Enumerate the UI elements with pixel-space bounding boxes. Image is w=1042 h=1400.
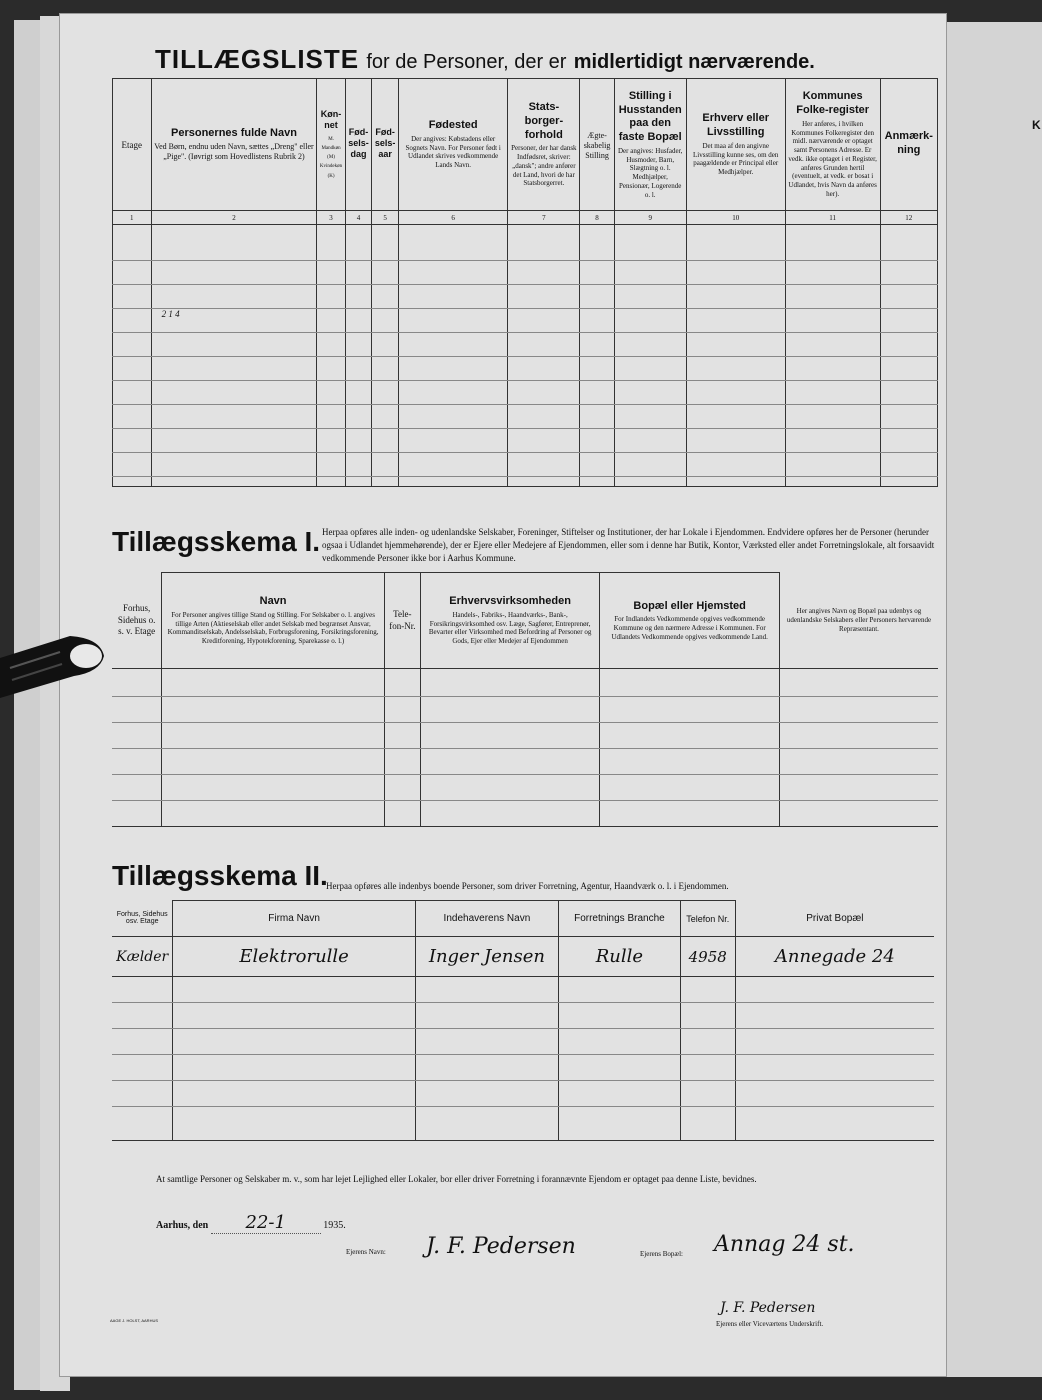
t1-rule [112,404,938,405]
schema2-title: Tillægsskema II. [112,860,328,891]
date-prefix: Aarhus, den [156,1220,209,1231]
t1-col-5: Fød-sels-aar [372,79,399,211]
t1-rule [112,476,938,477]
t1-num-4: 4 [345,211,372,225]
s1-col-6: Her angives Navn og Bopæl paa udenbys og udenlandske Selskabers eller Personers herværende Repræsentant. [779,573,938,669]
marginal-scribble: 2 1 4 [161,309,180,319]
t1-num-9: 9 [614,211,686,225]
s2-col-indehaver: Indehaverens Navn [415,901,558,937]
t1-col-10: Erhverv eller Livsstilling Det maa af den angivne Livsstilling kunne ses, om den paagældende er Principal eller Medhjælper. [686,79,785,211]
t1-col-1: Etage [113,79,152,211]
schema1-intro: Herpaa opføres alle inden- og udenlandske Selskaber, Foreninger, Stiftelser og Institutioner, der har Lokale i Ejendommen. Endvidere opføres her de Personer (herunder ogsaa i Udlandet hjemmehørende), der er Ejere eller Medejere af Ejendommen, eller som i denne har Butik, Kontor, Værksted eller andet Forretningslokale, alt forsaavidt vedkommende Personer ikke bor i Aarhus Kommune. [322,527,935,564]
s2-rule [112,1080,934,1081]
table-tillaegsliste [112,78,938,487]
schema1-header-row [112,573,938,669]
t1-num-5: 5 [372,211,399,225]
t1-num-8: 8 [580,211,614,225]
owner-name-value: J. F. Pedersen [426,1234,576,1259]
main-title-middle: for de Personer, der er [366,51,567,73]
date-value: 22-1 [211,1212,321,1234]
t1-num-1: 1 [113,211,152,225]
t1-rule [112,380,938,381]
s2-col-branche: Forretnings Branche [559,901,681,937]
t1-rule [112,308,938,309]
s1-rule [112,748,938,749]
owner-name-label: Ejerens Navn: [346,1248,386,1256]
s2-rule [112,1002,934,1003]
t1-num-12: 12 [880,211,937,225]
schema2-header-row [112,901,934,937]
document-page [60,14,946,1376]
signature-value: J. F. Pedersen [720,1300,816,1316]
s2-rule [112,1054,934,1055]
t1-col-8: Ægte-skabelig Stilling [580,79,614,211]
s2-cell-bopael: Annegade 24 [735,937,934,977]
t1-num-2: 2 [151,211,317,225]
table1-header-row [113,79,938,211]
s2-cell-indehaver: Inger Jensen [415,937,558,977]
t1-rule [112,356,938,357]
s1-col-1: Forhus, Sidehus o. s. v. Etage [112,573,162,669]
t1-num-6: 6 [398,211,507,225]
signature-label: Ejerens eller Viceværtens Underskrift. [716,1320,824,1328]
t1-rule [112,452,938,453]
t1-col-12: Anmærk-ning [880,79,937,211]
s1-rule [112,800,938,801]
t1-rule [112,428,938,429]
s1-col-4: Erhvervsvirksomheden Handels-, Fabriks-, Haandværks-, Bank-, Forsikringsvirksomhed osv. Læge, Sagfører, Entreprenør, Bevarter eller Virksomhed med Befordring af Personer og Gods, Ejer eller Medejer af Ejendommen [420,573,600,669]
s2-col-telefon: Telefon Nr. [680,901,735,937]
s1-col-3: Tele-fon-Nr. [384,573,420,669]
t1-rule [112,284,938,285]
s2-cell-firma: Elektrorulle [173,937,415,977]
next-page-edge [940,22,1042,1377]
t1-col-9: Stilling i Husstanden paa den faste Bopæl Der angives: Husfader, Husmoder, Barn, Slægtning o. l. Medhjælper, Pensionær, Logerende o. l. [614,79,686,211]
table-schema2 [112,900,934,1141]
schema2-row [112,937,934,977]
next-page-letter: K [1032,118,1041,132]
schema1-title: Tillægsskema I. [112,526,321,557]
s1-col-2: Navn For Personer angives tillige Stand og Stilling. For Selskaber o. l. angives tillige Arten (Aktieselskab eller andet Selskab med begrænset Ansvar, Kommanditselskab, Andelsselskab, Forbrugsforening, Forsikringsforening, Kreditforening, Hypotekforening, Sparekasse o. l.) [162,573,385,669]
s2-col-etage: Forhus, Sidehus osv. Etage [112,901,173,937]
printer-mark: AAGE J. HOLST, AARHUS [110,1318,159,1323]
s2-cell-etage: Kælder [112,937,173,977]
date-year: 1935. [323,1220,346,1231]
main-title-emphasis: midlertidigt nærværende. [573,51,815,73]
t1-col-6: Fødested Der angives: Købstadens eller Sognets Navn. For Personer født i Udlandet skrives vedkommende Lands Navn. [398,79,507,211]
schema2-intro: Herpaa opføres alle indenbys boende Personer, som driver Forretning, Agentur, Haandværk o. l. i Ejendommen. [326,881,729,891]
table1-number-row [113,211,938,225]
paper-clip-icon [0,628,110,708]
s2-rule [112,1106,934,1107]
s2-cell-branche: Rulle [559,937,681,977]
owner-address-value: Annag 24 st. [714,1232,855,1257]
date-line [156,1212,346,1234]
t1-num-11: 11 [785,211,880,225]
s1-rule [112,722,938,723]
main-title [155,44,815,75]
s2-col-firma: Firma Navn [173,901,415,937]
t1-num-7: 7 [508,211,580,225]
owner-address-label: Ejerens Bopæl: [640,1250,683,1258]
t1-col-4: Fød-sels-dag [345,79,372,211]
t1-col-7: Stats-borger-forhold Personer, der har dansk Indfødsret, skriver: „dansk"; andre anfører det Land, hvori de har Statsborgerret. [508,79,580,211]
t1-col-11: Kommunes Folke-register Her anføres, i hvilken Kommunes Folkeregister den midl. nærværende er optaget samt Personens Adresse. Er vedk. ikke optaget i et Register, anføres Grunden hertil (eventuelt, at vedk. er bosat i Udlandet, hvis Navn da anføres her). [785,79,880,211]
s2-col-bopael: Privat Bopæl [735,901,934,937]
s1-col-5: Bopæl eller Hjemsted For Indlandets Vedkommende opgives vedkommende Kommune og den nærmere Adresse i Kommunen. For Udlandets Vedkommende opgives vedkommende Land. [600,573,780,669]
t1-rule [112,260,938,261]
s2-rule [112,1028,934,1029]
t1-col-2: Personernes fulde Navn Ved Børn, endnu uden Navn, sættes „Dreng" eller „Pige". (Iøvrigt som Hovedlistens Rubrik 2) [151,79,317,211]
declaration-text: At samtlige Personer og Selskaber m. v., som har lejet Lejlighed eller Lokaler, bor eller driver Forretning i forannævnte Ejendom er optaget paa denne Liste, bevidnes. [156,1174,757,1184]
s1-rule [112,696,938,697]
t1-rule [112,332,938,333]
table-schema1 [112,572,938,827]
s2-cell-telefon: 4958 [680,937,735,977]
t1-num-3: 3 [317,211,345,225]
main-title-prefix: TILLÆGSLISTE [155,44,360,74]
s1-rule [112,774,938,775]
t1-col-3: Køn-net M. Mandkøn (M) Kvindekøn (K) [317,79,345,211]
t1-num-10: 10 [686,211,785,225]
